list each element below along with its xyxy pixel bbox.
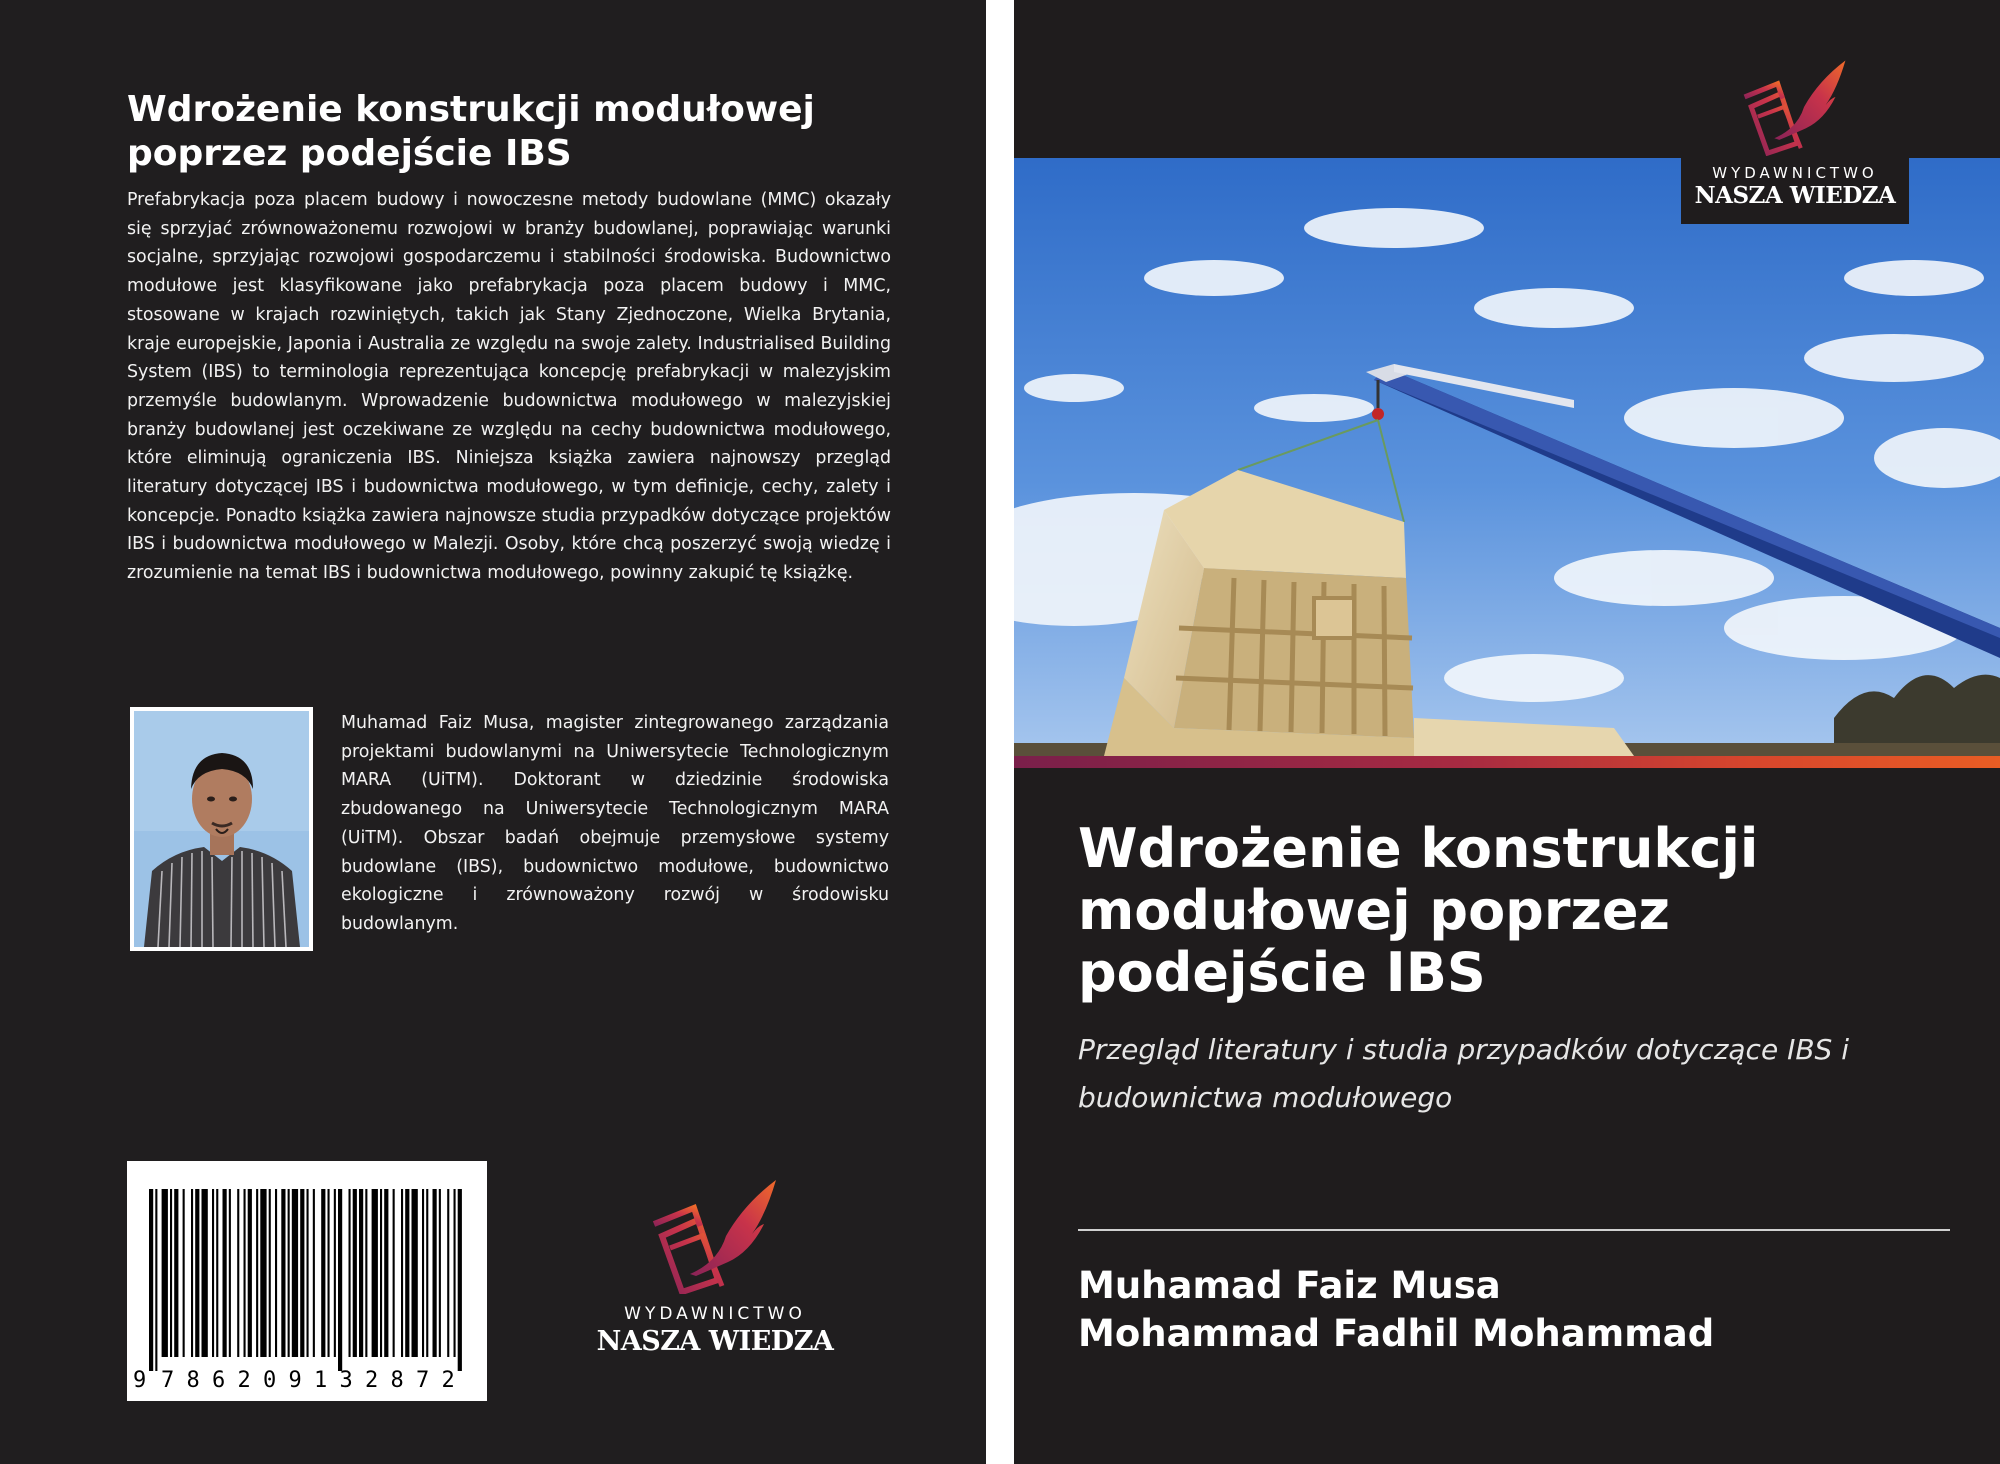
barcode-bar — [275, 1189, 277, 1357]
isbn-barcode — [127, 1161, 487, 1401]
barcode-bar — [334, 1189, 336, 1357]
author-portrait-icon — [134, 711, 309, 947]
isbn-digit: 3 — [339, 1368, 353, 1393]
author-name-2: Mohammad Fadhil Mohammad — [1078, 1312, 1715, 1355]
barcode-bar — [458, 1189, 462, 1371]
barcode-bar — [162, 1189, 168, 1357]
barcode-bar — [405, 1189, 409, 1357]
barcode-bar — [338, 1189, 342, 1371]
barcode-bar — [216, 1189, 218, 1357]
publisher-small-label: WYDAWNICTWO — [1712, 164, 1878, 182]
barcode-bar — [292, 1189, 298, 1357]
barcode-bar — [174, 1189, 178, 1357]
publisher-name: NASZA WIEDZA — [596, 1326, 834, 1357]
isbn-digit: 7 — [161, 1368, 175, 1393]
barcode-bar — [223, 1189, 227, 1357]
isbn-barcode-icon — [127, 1161, 487, 1401]
isbn-digit: 2 — [365, 1368, 379, 1393]
barcode-bar — [183, 1189, 185, 1357]
isbn-digit: 6 — [212, 1368, 226, 1393]
barcode-bar — [433, 1189, 437, 1357]
author-name-1: Muhamad Faiz Musa — [1078, 1264, 1501, 1307]
barcode-bar — [269, 1189, 271, 1357]
barcode-bar — [359, 1189, 363, 1357]
publisher-logo-back — [590, 1176, 840, 1356]
barcode-bar — [244, 1189, 246, 1357]
isbn-digit: 0 — [263, 1368, 277, 1393]
barcode-bar — [260, 1189, 266, 1357]
divider — [1078, 1229, 1950, 1231]
isbn-digit: 1 — [314, 1368, 328, 1393]
barcode-bar — [149, 1189, 153, 1371]
barcode-bar — [212, 1189, 214, 1357]
barcode-bar — [281, 1189, 285, 1357]
barcode-bar — [454, 1189, 456, 1357]
barcode-bar — [229, 1189, 231, 1357]
barcode-bar — [155, 1189, 157, 1371]
barcode-bar — [349, 1189, 351, 1357]
barcode-bar — [328, 1189, 330, 1357]
publisher-name: NASZA WIEDZA — [1694, 182, 1896, 209]
barcode-bar — [313, 1189, 315, 1357]
barcode-bar — [321, 1189, 325, 1357]
barcode-bar — [380, 1189, 382, 1357]
barcode-bar — [384, 1189, 388, 1357]
cover-photo — [1014, 158, 2000, 756]
barcode-bar — [447, 1189, 449, 1357]
barcode-bar — [248, 1189, 252, 1357]
accent-bar — [1014, 756, 2000, 768]
isbn-digit: 8 — [390, 1368, 404, 1393]
barcode-bar — [372, 1189, 378, 1357]
barcode-bar — [202, 1189, 208, 1357]
barcode-bar — [439, 1189, 441, 1357]
isbn-digit: 8 — [186, 1368, 200, 1393]
crane-lifting-module-photo-icon — [1014, 158, 2000, 756]
barcode-bar — [365, 1189, 367, 1357]
isbn-digit: 9 — [133, 1368, 147, 1393]
publisher-small-label: WYDAWNICTWO — [624, 1304, 806, 1324]
barcode-bar — [191, 1189, 193, 1357]
back-cover — [0, 0, 986, 1464]
barcode-bar — [237, 1189, 239, 1357]
publisher-book-feather-icon — [1733, 56, 1857, 156]
barcode-bar — [353, 1189, 357, 1357]
barcode-bar — [422, 1189, 424, 1357]
barcode-bar — [307, 1189, 309, 1357]
isbn-digit: 7 — [416, 1368, 430, 1393]
barcode-bar — [256, 1189, 258, 1357]
publisher-book-feather-icon — [640, 1176, 790, 1294]
barcode-bar — [426, 1189, 428, 1357]
back-cover-title: Wdrożenie konstrukcji modułowej poprzez podejście IBS — [127, 89, 815, 174]
barcode-bar — [401, 1189, 403, 1357]
isbn-digit: 2 — [237, 1368, 251, 1393]
barcode-bar — [288, 1189, 290, 1357]
isbn-digit: 2 — [441, 1368, 455, 1393]
front-cover-title: Wdrożenie konstrukcji modułowej poprzez podejście IBS — [1078, 817, 1759, 1004]
barcode-bar — [300, 1189, 304, 1357]
barcode-bar — [195, 1189, 199, 1357]
book-description: Prefabrykacja poza placem budowy i nowoczesne metody budowlane (MMC) okazały się sprzyjać zrównoważonemu rozwojowi w branży budowlanej, poprawiając warunki socjalne, sprzyjając rozwojowi gospodarczemu i stabilności środowiska. Budownictwo modułowe jest klasyfikowane jako prefabrykacja poza placem budowy i MMC, stosowane w krajach rozwiniętych, takich jak Stany Zjednoczone, Wielka Brytania, kraje europejskie, Japonia i Australia ze względu na swoje zalety. Industrialised Building System (IBS) to terminologia reprezentująca koncepcję prefabrykacji w malezyjskim przemyśle budowlanym. Wprowadzenie budownictwa modułowego w malezyjskiej branży budowlanej jest oczekiwane ze względu na cechy budownictwa modułowego, które eliminują ograniczenia IBS. Niniejsza książka zawiera najnowszy przegląd literatury dotyczącej IBS i budownictwa modułowego, w tym definicje, cechy, zalety i koncepcje. Ponadto książka zawiera najnowsze studia przypadków dotyczące projektów IBS i budownictwa modułowego w Malezji. Osoby, które chcą poszerzyć swoją wiedzę i zrozumienie na temat IBS i budownictwa modułowego, powinny zakupić tę książkę. — [127, 190, 891, 584]
author-portrait — [130, 707, 313, 951]
isbn-digit: 9 — [288, 1368, 302, 1393]
barcode-bar — [412, 1189, 418, 1357]
barcode-bar — [393, 1189, 395, 1357]
publisher-logo-front — [1681, 50, 1909, 224]
author-bio: Muhamad Faiz Musa, magister zintegrowanego zarządzania projektami budowlanymi na Uniwersytecie Technologicznym MARA (UiTM). Doktorant w dziedzinie środowiska zbudowanego na Uniwersytecie Technologicznym MARA (UiTM). Obszar badań obejmuje przemysłowe systemy budowlane (IBS), budownictwo modułowe, budownictwo ekologiczne i zrównoważony rozwój w środowisku budowlanym. — [341, 713, 889, 934]
front-cover-subtitle: Przegląd literatury i studia przypadków dotyczące IBS i budownictwa modułowego — [1078, 1033, 1849, 1114]
front-cover — [1014, 0, 2000, 1464]
barcode-bar — [170, 1189, 172, 1357]
